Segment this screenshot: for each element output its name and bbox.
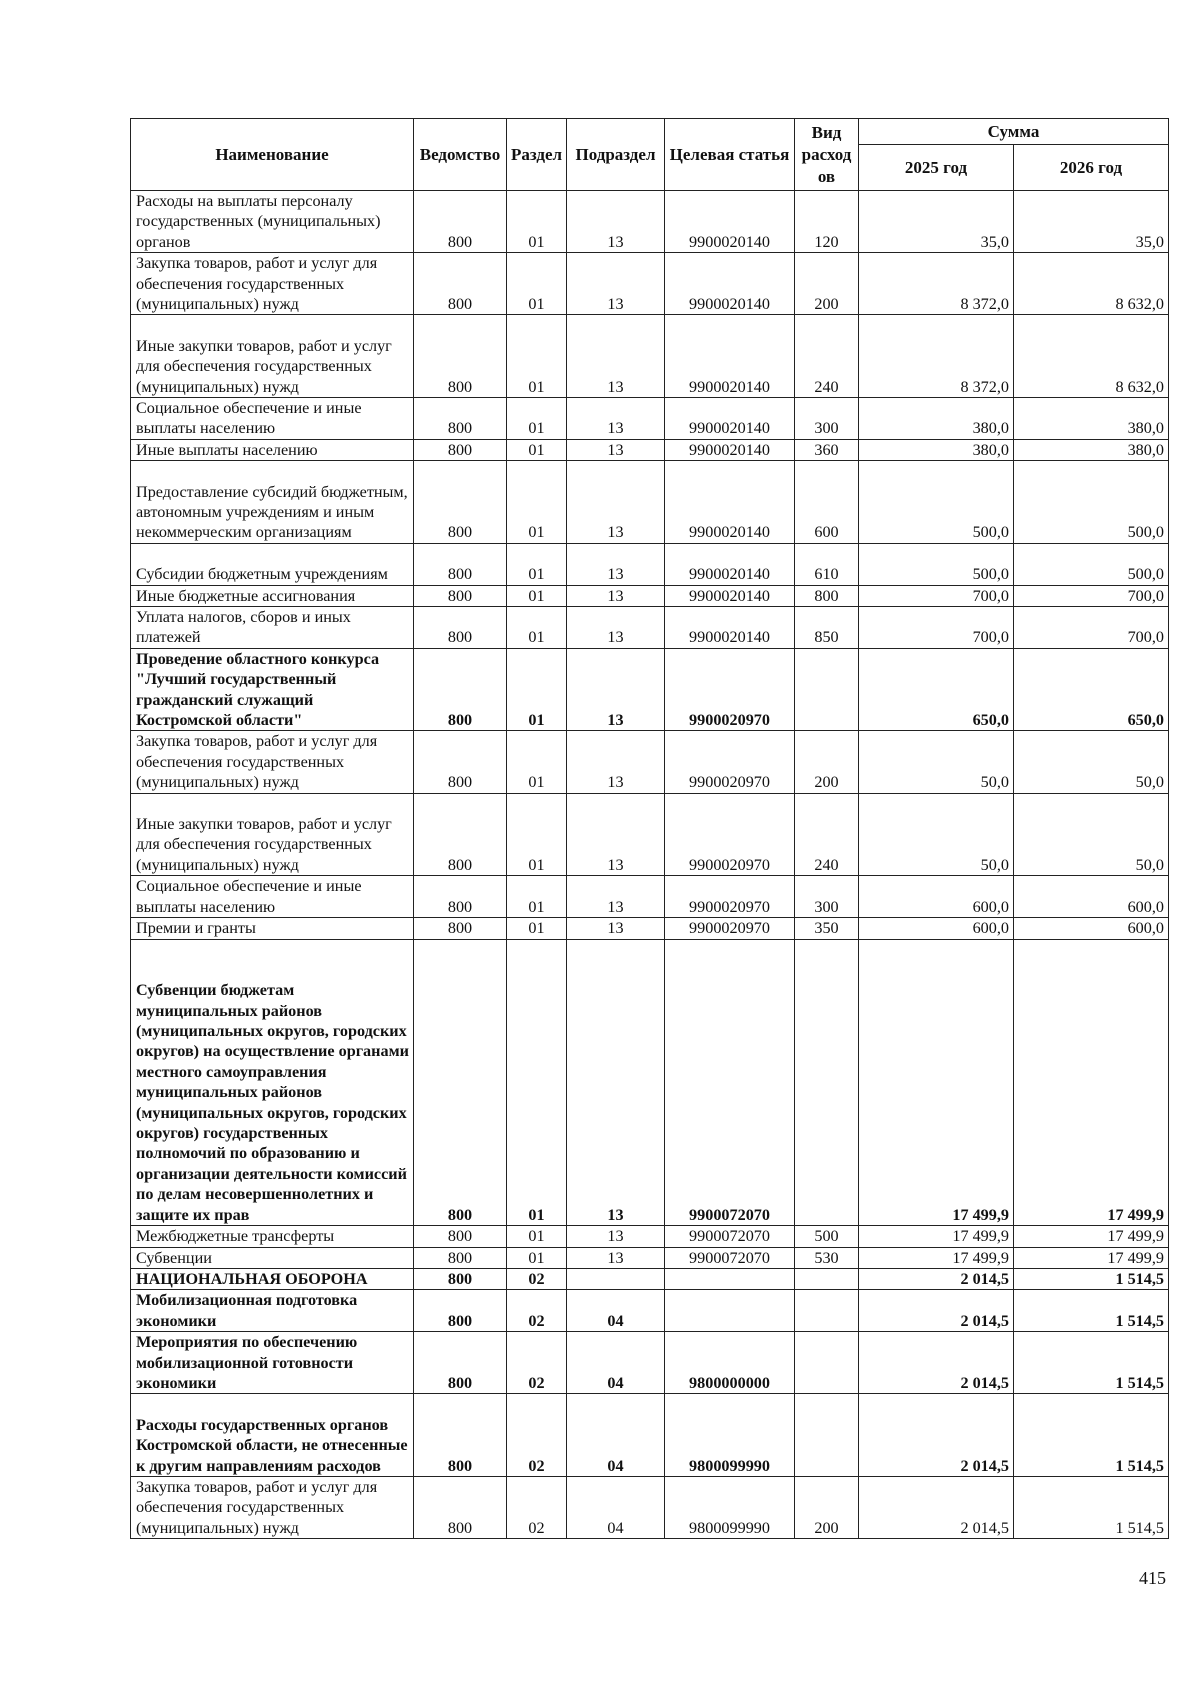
cell-dept: 800: [414, 1247, 507, 1268]
cell-kind: 300: [795, 398, 859, 440]
cell-name: Субвенции бюджетам муниципальных районов (муниципальных округов, городских округов) на осуществление органами местного самоуправления муниципальных районов (муниципальных округов, городских округов) государственных полномочий по образованию и организации деятельности комиссий по делам несовершеннолетних и защите их прав: [131, 939, 414, 1226]
table-row: [131, 1247, 1169, 1268]
cell-kind: [795, 939, 859, 1226]
cell-target: 9900020140: [665, 543, 795, 585]
cell-name: Иные закупки товаров, работ и услуг для обеспечения государственных (муниципальных) нужд: [131, 793, 414, 876]
cell-dept: 800: [414, 191, 507, 253]
cell-section: 01: [507, 793, 567, 876]
cell-2025: 700,0: [859, 607, 1014, 649]
cell-section: 02: [507, 1394, 567, 1477]
cell-subsection: 13: [567, 918, 665, 939]
cell-2025: 500,0: [859, 461, 1014, 544]
cell-dept: 800: [414, 1226, 507, 1247]
cell-name: Закупка товаров, работ и услуг для обеспечения государственных (муниципальных) нужд: [131, 731, 414, 793]
cell-kind: [795, 1332, 859, 1394]
cell-target: 9900020140: [665, 315, 795, 398]
cell-section: 01: [507, 731, 567, 793]
budget-table: [130, 118, 1169, 1539]
table-row: [131, 939, 1169, 1226]
cell-subsection: 13: [567, 1247, 665, 1268]
table-row: [131, 1394, 1169, 1477]
cell-subsection: 04: [567, 1332, 665, 1394]
cell-2026: 1 514,5: [1014, 1476, 1169, 1538]
cell-name: Мобилизационная подготовка экономики: [131, 1290, 414, 1332]
cell-target: 9900020140: [665, 607, 795, 649]
cell-2026: 1 514,5: [1014, 1268, 1169, 1289]
cell-2026: 8 632,0: [1014, 253, 1169, 315]
cell-kind: 200: [795, 1476, 859, 1538]
cell-dept: 800: [414, 1290, 507, 1332]
cell-2026: 500,0: [1014, 543, 1169, 585]
cell-2026: 50,0: [1014, 731, 1169, 793]
cell-section: 02: [507, 1268, 567, 1289]
table-row: [131, 876, 1169, 918]
cell-name: Предоставление субсидий бюджетным, автономным учреждениям и иным некоммерческим организациям: [131, 461, 414, 544]
cell-dept: 800: [414, 939, 507, 1226]
cell-name: Иные бюджетные ассигнования: [131, 585, 414, 606]
cell-2025: 8 372,0: [859, 315, 1014, 398]
header-year-2025: 2025 год: [859, 145, 1014, 191]
table-row: [131, 1332, 1169, 1394]
cell-dept: 800: [414, 1332, 507, 1394]
cell-target: 9900020970: [665, 876, 795, 918]
header-sum: Сумма: [859, 119, 1169, 145]
cell-name: НАЦИОНАЛЬНАЯ ОБОРОНА: [131, 1268, 414, 1289]
cell-2026: 380,0: [1014, 439, 1169, 460]
cell-2026: 35,0: [1014, 191, 1169, 253]
cell-dept: 800: [414, 1394, 507, 1477]
cell-dept: 800: [414, 315, 507, 398]
cell-section: 01: [507, 461, 567, 544]
cell-2026: 17 499,9: [1014, 1247, 1169, 1268]
cell-2026: 700,0: [1014, 607, 1169, 649]
cell-2026: 650,0: [1014, 648, 1169, 731]
table-row: [131, 585, 1169, 606]
table-row: [131, 1226, 1169, 1247]
cell-2025: 17 499,9: [859, 1247, 1014, 1268]
cell-target: 9900072070: [665, 939, 795, 1226]
cell-kind: 200: [795, 731, 859, 793]
cell-kind: 530: [795, 1247, 859, 1268]
cell-2025: 380,0: [859, 439, 1014, 460]
cell-kind: 600: [795, 461, 859, 544]
header-year-2026: 2026 год: [1014, 145, 1169, 191]
cell-target: 9900020970: [665, 793, 795, 876]
table-row: [131, 191, 1169, 253]
cell-2026: 17 499,9: [1014, 939, 1169, 1226]
cell-kind: 240: [795, 315, 859, 398]
cell-target: 9900072070: [665, 1247, 795, 1268]
cell-name: Иные закупки товаров, работ и услуг для обеспечения государственных (муниципальных) нужд: [131, 315, 414, 398]
cell-target: 9800000000: [665, 1332, 795, 1394]
cell-section: 01: [507, 191, 567, 253]
cell-2025: 8 372,0: [859, 253, 1014, 315]
cell-dept: 800: [414, 876, 507, 918]
cell-2026: 600,0: [1014, 918, 1169, 939]
cell-kind: 610: [795, 543, 859, 585]
cell-subsection: 13: [567, 793, 665, 876]
cell-subsection: 13: [567, 648, 665, 731]
cell-dept: 800: [414, 607, 507, 649]
table-row: [131, 315, 1169, 398]
cell-dept: 800: [414, 439, 507, 460]
cell-target: 9900020140: [665, 585, 795, 606]
cell-2025: 700,0: [859, 585, 1014, 606]
cell-subsection: 13: [567, 461, 665, 544]
cell-dept: 800: [414, 1476, 507, 1538]
cell-target: 9800099990: [665, 1394, 795, 1477]
table-row: [131, 793, 1169, 876]
cell-name: Социальное обеспечение и иные выплаты населению: [131, 876, 414, 918]
cell-section: 01: [507, 253, 567, 315]
cell-subsection: 04: [567, 1290, 665, 1332]
cell-kind: 200: [795, 253, 859, 315]
cell-target: 9900020970: [665, 648, 795, 731]
cell-2026: 8 632,0: [1014, 315, 1169, 398]
cell-kind: [795, 1268, 859, 1289]
cell-2025: 650,0: [859, 648, 1014, 731]
table-row: [131, 253, 1169, 315]
cell-target: 9900020970: [665, 918, 795, 939]
table-header: [131, 119, 1169, 191]
budget-table-container: [130, 118, 1168, 1539]
table-row: [131, 1290, 1169, 1332]
cell-kind: 360: [795, 439, 859, 460]
cell-2025: 17 499,9: [859, 1226, 1014, 1247]
cell-target: 9900020970: [665, 731, 795, 793]
cell-subsection: 13: [567, 543, 665, 585]
cell-dept: 800: [414, 793, 507, 876]
header-name: Наименование: [131, 119, 414, 191]
cell-name: Уплата налогов, сборов и иных платежей: [131, 607, 414, 649]
cell-2025: 2 014,5: [859, 1290, 1014, 1332]
cell-kind: 350: [795, 918, 859, 939]
cell-2025: 50,0: [859, 731, 1014, 793]
cell-subsection: 13: [567, 939, 665, 1226]
cell-section: 01: [507, 876, 567, 918]
table-row: [131, 439, 1169, 460]
cell-subsection: 13: [567, 585, 665, 606]
cell-2026: 1 514,5: [1014, 1290, 1169, 1332]
cell-subsection: [567, 1268, 665, 1289]
cell-name: Социальное обеспечение и иные выплаты населению: [131, 398, 414, 440]
cell-name: Проведение областного конкурса "Лучший государственный гражданский служащий Костромской области": [131, 648, 414, 731]
cell-2026: 1 514,5: [1014, 1332, 1169, 1394]
cell-name: Субвенции: [131, 1247, 414, 1268]
cell-kind: 500: [795, 1226, 859, 1247]
cell-2025: 2 014,5: [859, 1268, 1014, 1289]
cell-subsection: 13: [567, 607, 665, 649]
cell-2025: 2 014,5: [859, 1476, 1014, 1538]
cell-2026: 600,0: [1014, 876, 1169, 918]
header-section: Раздел: [507, 119, 567, 191]
cell-2026: 700,0: [1014, 585, 1169, 606]
cell-subsection: 13: [567, 439, 665, 460]
cell-kind: [795, 648, 859, 731]
header-subsection: Подраздел: [567, 119, 665, 191]
cell-name: Субсидии бюджетным учреждениям: [131, 543, 414, 585]
cell-subsection: 13: [567, 1226, 665, 1247]
cell-kind: 300: [795, 876, 859, 918]
cell-name: Межбюджетные трансферты: [131, 1226, 414, 1247]
cell-2025: 50,0: [859, 793, 1014, 876]
cell-2026: 17 499,9: [1014, 1226, 1169, 1247]
cell-2025: 600,0: [859, 918, 1014, 939]
header-dept: Ведомство: [414, 119, 507, 191]
cell-kind: 800: [795, 585, 859, 606]
cell-target: 9900020140: [665, 439, 795, 460]
cell-2025: 380,0: [859, 398, 1014, 440]
cell-dept: 800: [414, 731, 507, 793]
cell-section: 01: [507, 439, 567, 460]
header-target: Целевая статья: [665, 119, 795, 191]
table-row: [131, 398, 1169, 440]
cell-section: 01: [507, 1226, 567, 1247]
cell-name: Иные выплаты населению: [131, 439, 414, 460]
cell-section: 01: [507, 585, 567, 606]
cell-dept: 800: [414, 398, 507, 440]
cell-name: Расходы на выплаты персоналу государственных (муниципальных) органов: [131, 191, 414, 253]
cell-dept: 800: [414, 1268, 507, 1289]
cell-section: 01: [507, 398, 567, 440]
cell-section: 01: [507, 918, 567, 939]
cell-section: 01: [507, 607, 567, 649]
cell-section: 01: [507, 315, 567, 398]
cell-name: Закупка товаров, работ и услуг для обеспечения государственных (муниципальных) нужд: [131, 1476, 414, 1538]
table-row: [131, 731, 1169, 793]
cell-2026: 500,0: [1014, 461, 1169, 544]
cell-section: 02: [507, 1290, 567, 1332]
cell-subsection: 13: [567, 315, 665, 398]
cell-dept: 800: [414, 918, 507, 939]
cell-kind: 120: [795, 191, 859, 253]
cell-subsection: 13: [567, 398, 665, 440]
cell-kind: 240: [795, 793, 859, 876]
table-row: [131, 648, 1169, 731]
cell-subsection: 13: [567, 191, 665, 253]
cell-name: Расходы государственных органов Костромской области, не отнесенные к другим направлениям расходов: [131, 1394, 414, 1477]
cell-2026: 380,0: [1014, 398, 1169, 440]
cell-kind: 850: [795, 607, 859, 649]
table-body: [131, 191, 1169, 1539]
cell-name: Премии и гранты: [131, 918, 414, 939]
cell-target: 9800099990: [665, 1476, 795, 1538]
cell-2025: 2 014,5: [859, 1394, 1014, 1477]
cell-dept: 800: [414, 648, 507, 731]
cell-target: 9900020140: [665, 191, 795, 253]
cell-section: 02: [507, 1476, 567, 1538]
cell-name: Закупка товаров, работ и услуг для обеспечения государственных (муниципальных) нужд: [131, 253, 414, 315]
cell-section: 01: [507, 543, 567, 585]
cell-target: [665, 1290, 795, 1332]
cell-dept: 800: [414, 253, 507, 315]
cell-section: 01: [507, 648, 567, 731]
table-row: [131, 1268, 1169, 1289]
table-row: [131, 543, 1169, 585]
cell-kind: [795, 1394, 859, 1477]
cell-section: 01: [507, 1247, 567, 1268]
cell-2025: 2 014,5: [859, 1332, 1014, 1394]
cell-subsection: 04: [567, 1476, 665, 1538]
cell-section: 01: [507, 939, 567, 1226]
cell-target: 9900020140: [665, 398, 795, 440]
cell-name: Мероприятия по обеспечению мобилизационной готовности экономики: [131, 1332, 414, 1394]
cell-target: 9900020140: [665, 253, 795, 315]
cell-subsection: 13: [567, 876, 665, 918]
cell-target: 9900072070: [665, 1226, 795, 1247]
cell-kind: [795, 1290, 859, 1332]
table-row: [131, 607, 1169, 649]
table-row: [131, 1476, 1169, 1538]
cell-subsection: 13: [567, 253, 665, 315]
cell-2026: 1 514,5: [1014, 1394, 1169, 1477]
table-row: [131, 918, 1169, 939]
page-number: 415: [1139, 1568, 1166, 1588]
header-kind: Вид расход ов: [795, 119, 859, 191]
cell-target: 9900020140: [665, 461, 795, 544]
cell-dept: 800: [414, 543, 507, 585]
cell-2025: 600,0: [859, 876, 1014, 918]
cell-subsection: 13: [567, 731, 665, 793]
cell-dept: 800: [414, 585, 507, 606]
cell-target: [665, 1268, 795, 1289]
cell-section: 02: [507, 1332, 567, 1394]
table-row: [131, 461, 1169, 544]
cell-2025: 17 499,9: [859, 939, 1014, 1226]
cell-2025: 500,0: [859, 543, 1014, 585]
cell-subsection: 04: [567, 1394, 665, 1477]
cell-dept: 800: [414, 461, 507, 544]
cell-2026: 50,0: [1014, 793, 1169, 876]
cell-2025: 35,0: [859, 191, 1014, 253]
